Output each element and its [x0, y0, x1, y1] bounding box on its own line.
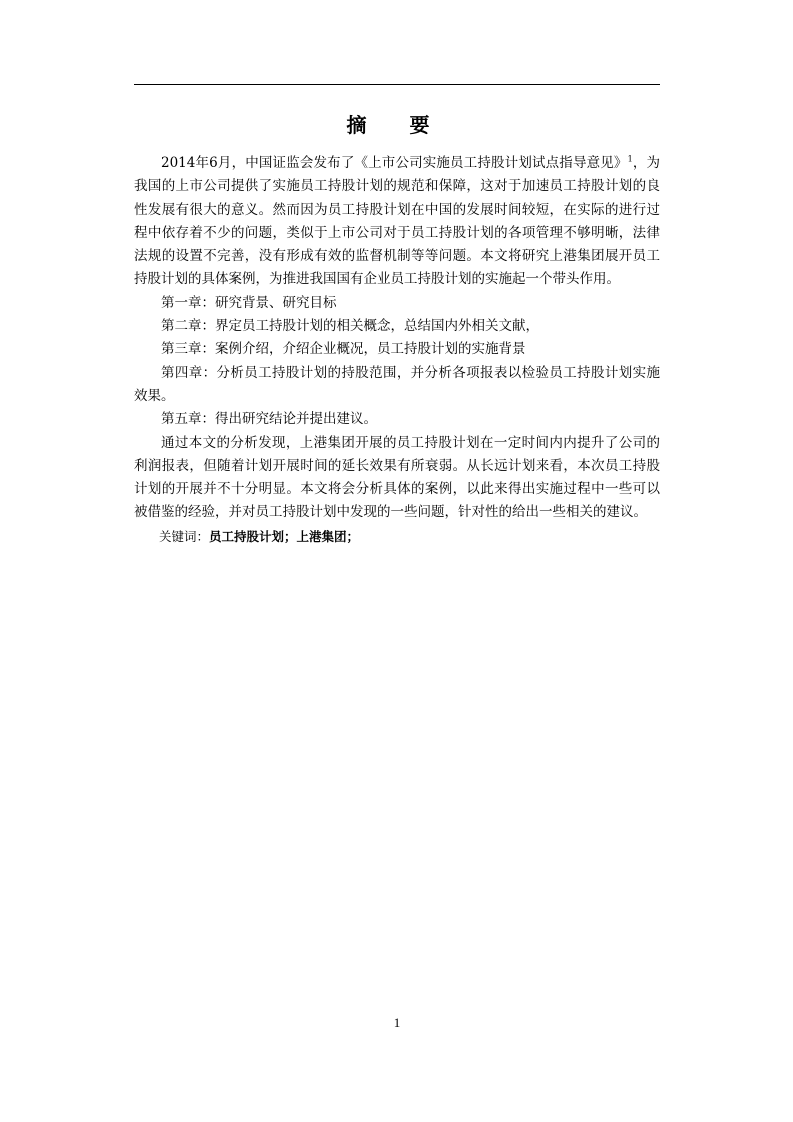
- keywords-label: 关键词：: [159, 528, 210, 544]
- keywords-line: [134, 525, 660, 548]
- chapter-1-line: 第一章：研究背景、研究目标: [161, 294, 337, 311]
- footnote-marker[interactable]: 1: [627, 154, 633, 164]
- chapter-3-line: 第三章：案例介绍，介绍企业概况，员工持股计划的实施背景: [161, 341, 526, 358]
- chapter-5-line: 第五章：得出研究结论并提出建议。: [161, 411, 377, 428]
- page-number: 1: [393, 1015, 401, 1030]
- header-rule: [134, 84, 660, 85]
- abstract-body: [134, 152, 660, 548]
- intro-paragraph: [134, 152, 660, 292]
- chapter-4-line: 第四章：分析员工持股计划的持股范围，并分析各项报表以检验员工持股计划实施效果。: [134, 364, 660, 404]
- conclusion-paragraph: 通过本文的分析发现，上港集团开展的员工持股计划在一定时间内内提升了公司的利润报表，但随着计划开展时间的延长效果有所衰弱。从长远计划来看，本次员工持股计划的开展并不十分明显。本文将会分析具体的案例，以此来得出实施过程中一些可以被借鉴的经验，并对员工持股计划中发现的一些问题，针对性的给出一些相关的建议。: [134, 434, 660, 521]
- intro-text-part1: 2014年6月，中国证监会发布了《上市公司实施员工持股计划试点指导意见》: [161, 155, 628, 171]
- chapter-2-line: 第二章：界定员工持股计划的相关概念，总结国内外相关文献，: [161, 318, 539, 335]
- page-title: 摘 要: [346, 113, 448, 137]
- intro-text-part2: ，为我国的上市公司提供了实施员工持股计划的规范和保障，这对于加速员工持股计划的良性发展有很大的意义。然而因为员工持股计划在中国的发展时间较短，在实际的进行过程中依存着不少的问题，类似于上市公司对于员工持股计划的各项管理不够明晰，法律法规的设置不完善，没有形成有效的监督机制等等问题。本文将研究上港集团展开员工持股计划的具体案例，为推进我国国有企业员工持股计划的实施起一个带头作用。: [134, 155, 660, 288]
- keywords-value: 员工持股计划；上港集团；: [209, 528, 360, 544]
